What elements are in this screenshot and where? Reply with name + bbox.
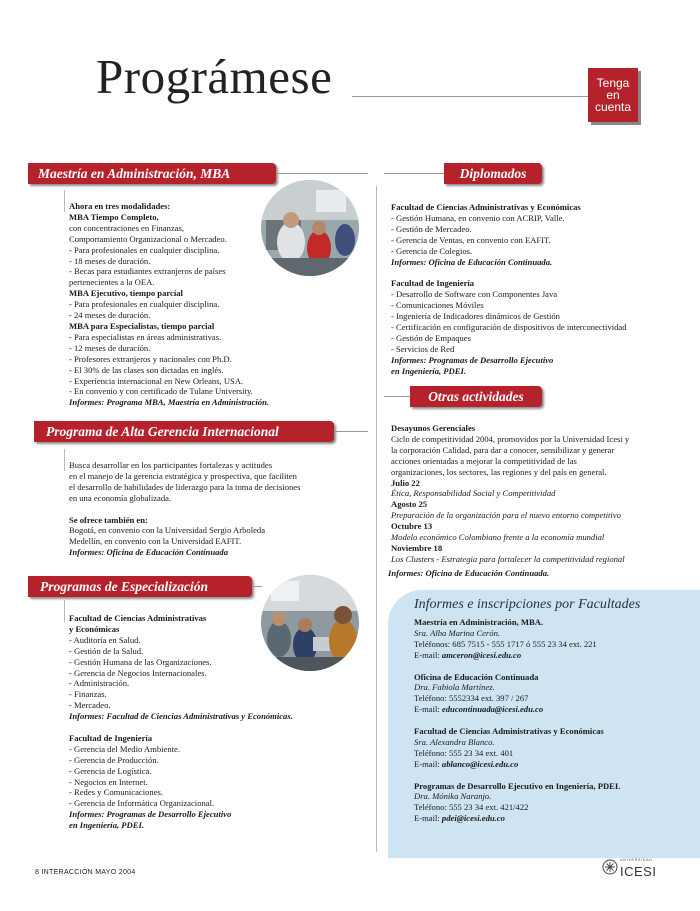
text-line: - Becas para estudiantes extranjeros de países [69, 266, 226, 277]
text-line: - Comunicaciones Móviles [391, 300, 484, 311]
text-line: - En convenio y con certificado de Tulane University. [69, 386, 253, 397]
page-title: Prográmese [96, 49, 333, 104]
otras-informes: Informes: Oficina de Educación Continuada. [388, 568, 550, 578]
text-line: Los Clusters - Estrategia para fortalecer la competitividad regional [391, 553, 625, 564]
text-line: Bogotá, en convenio con la Universidad Sergio Arboleda [69, 525, 266, 536]
icesi-logo-icon [602, 859, 618, 875]
text-line: en Ingeniería, PDEI. [391, 365, 466, 376]
text-line: y Económicas [69, 623, 120, 634]
line-spacer [414, 661, 620, 672]
text-line: Preparación de la organización para el nuevo entorno competitivo [391, 510, 621, 521]
text-line: Modelo económico Colombiano frente a la economía mundial [391, 532, 605, 543]
text-line: Informes: Oficina de Educación Continuada [69, 547, 229, 558]
text-line: - Gerencia de Negocios Internacionales. [69, 667, 207, 678]
text-line: Sra. Alexandra Blanco. [414, 736, 495, 747]
text-line: Facultad de Ciencias Administrativas y Económicas [414, 726, 604, 737]
text-line: Busca desarrollar en los participantes fortalezas y actitudes [69, 460, 273, 470]
text-line [414, 704, 620, 715]
title-divider [352, 96, 588, 97]
text-line: - Para profesionales en cualquier disciplina. [69, 299, 220, 310]
text-line: en Ingeniería, PDEI. [69, 820, 144, 831]
text-line: - Auditoría en Salud. [69, 634, 141, 645]
text-line: - 18 meses de duración. [69, 255, 151, 266]
section-banner-especializacion: Programas de Especialización [28, 576, 252, 597]
email-label: E-mail: [414, 704, 442, 715]
column-rule [64, 190, 65, 212]
text-line: MBA Tiempo Completo, [69, 211, 159, 222]
column-rule [64, 449, 65, 471]
text-line: - Mercadeo. [69, 700, 111, 711]
text-line: MBA para Especialistas, tiempo parcial [69, 320, 215, 331]
text-line: en el manejo de la gerencia estratégica y prospectiva, que faciliten [69, 470, 297, 481]
email-link[interactable]: pdei@icesi.edu.co [441, 813, 505, 824]
banner-rule [384, 173, 444, 174]
text-line: - Gerencia de Colegios. [391, 245, 473, 256]
text-line: - Para especialistas en áreas administrativas. [69, 331, 222, 342]
text-line: Dra. Fabiola Martínez. [414, 682, 495, 693]
alta-gerencia-text-block [69, 460, 300, 558]
students-computer-photo [261, 180, 359, 276]
email-label: E-mail: [414, 813, 442, 824]
text-line: Ética, Responsabilidad Social y Competitividad [391, 488, 556, 499]
banner-rule [276, 173, 368, 174]
line-spacer [391, 267, 627, 278]
text-line: Agosto 25 [391, 499, 428, 510]
text-line: Sra. Alba Marina Cerón. [414, 627, 501, 638]
text-line: Facultad de Ingeniería [69, 732, 153, 743]
section-banner-otras-actividades: Otras actividades [410, 386, 542, 407]
text-line: - Gestión de Mercadeo. [391, 223, 472, 234]
text-line: - Gerencia del Medio Ambiente. [69, 743, 180, 754]
logo-university-label: UNIVERSIDAD [620, 858, 653, 862]
text-line: - Gerencia de Informática Organizacional. [69, 798, 215, 809]
text-line: Ahora en tres modalidades: [69, 201, 171, 211]
text-line: - Gerencia de Logística. [69, 765, 152, 776]
text-line: Teléfono: 555 23 34 ext. 401 [414, 747, 514, 758]
text-line: Informes: Oficina de Educación Continuada. [391, 256, 553, 267]
text-line: Maestría en Administración, MBA. [414, 617, 544, 627]
text-line: Informes: Programas de Desarrollo Ejecutivo [69, 809, 232, 820]
text-line: con concentraciones en Finanzas, [69, 222, 185, 233]
logo-wordmark: ICESI [620, 864, 657, 879]
text-line: - Gestión de Empaques [391, 332, 471, 343]
line-spacer [414, 770, 620, 781]
page-footer: 8 INTERACCIÓN MAYO 2004 [35, 869, 136, 876]
text-line: Informes: Programas de Desarrollo Ejecutivo [391, 354, 554, 365]
text-line: - Negocios en Internet. [69, 776, 148, 787]
line-spacer [69, 504, 300, 515]
especializacion-text-block [69, 613, 293, 831]
diplomados-text-block [391, 202, 627, 376]
text-line: - Finanzas. [69, 689, 107, 700]
text-line: Informes: Programa MBA, Maestría en Administración. [69, 397, 269, 408]
line-spacer [69, 722, 293, 733]
text-line: Julio 22 [391, 477, 420, 488]
text-line: Facultad de Ciencias Administrativas y Económicas [391, 202, 581, 212]
text-line: Facultad de Ingeniería [391, 278, 475, 289]
informes-contacts-block [414, 617, 620, 824]
text-line: - Redes y Comunicaciones. [69, 787, 164, 798]
text-line: - Desarrollo de Software con Componentes Java [391, 289, 558, 300]
banner-rule [252, 586, 262, 587]
text-line [414, 650, 620, 661]
text-line: organizaciones, los sectores, las regiones y del país en general. [391, 466, 607, 477]
text-line: - Para profesionales en cualquier disciplina. [69, 244, 220, 255]
tenga-en-cuenta-badge [588, 68, 638, 122]
text-line: - Ingeniería de Indicadores dinámicos de Gestión [391, 311, 560, 322]
text-line: - Gerencia de Producción. [69, 754, 159, 765]
otras-actividades-text-block [391, 423, 629, 565]
text-line: Programas de Desarrollo Ejecutivo en Ingeniería, PDEI. [414, 780, 621, 791]
text-line: - 24 meses de duración. [69, 310, 151, 321]
text-line: Oficina de Educación Continuada [414, 671, 539, 682]
text-line [414, 813, 620, 824]
text-line: MBA Ejecutivo, tiempo parcial [69, 288, 183, 299]
informes-box-title: Informes e inscripciones por Facultades [414, 597, 641, 612]
text-line: - Servicios de Red [391, 343, 455, 354]
text-line: pertenecientes a la OEA. [69, 277, 155, 288]
text-line: - Gestión Humana, en convenio con ACRIP, Valle. [391, 212, 565, 223]
section-banner-alta-gerencia: Programa de Alta Gerencia Internacional [34, 421, 334, 442]
text-line: Noviembre 18 [391, 542, 443, 553]
text-line: Octubre 13 [391, 521, 433, 532]
section-banner-diplomados: Diplomados [444, 163, 542, 184]
line-spacer [414, 715, 620, 726]
text-line: Facultad de Ciencias Administrativas [69, 613, 207, 623]
text-line: Desayunos Gerenciales [391, 423, 476, 433]
text-line: Informes: Facultad de Ciencias Administrativas y Económicas. [69, 711, 293, 722]
banner-rule [384, 396, 410, 397]
text-line: - Administración. [69, 678, 130, 689]
text-line: acciones orientadas a mejorar la competitividad de las [391, 455, 577, 466]
text-line: - 12 meses de duración. [69, 342, 151, 353]
text-line: - Gestión de la Salud. [69, 645, 144, 656]
text-line: Comportamiento Organizacional o Mercadeo. [69, 233, 227, 244]
text-line: - Gerencia de Ventas, en convenio con EAFIT. [391, 234, 551, 245]
text-line: - Gestión Humana de las Organizaciones. [69, 656, 212, 667]
badge-line: cuenta [594, 100, 632, 114]
mba-text-block [69, 201, 269, 408]
text-line [414, 759, 620, 770]
text-line: Teléfonos: 685 7515 - 555 1717 ó 555 23 34 ext. 221 [414, 638, 597, 649]
text-line: - El 30% de las clases son dictadas en inglés. [69, 364, 224, 375]
email-link[interactable]: amceron@icesi.edu.co [441, 649, 522, 660]
email-link[interactable]: educontinuada@icesi.edu.co [441, 704, 544, 715]
text-line: Ciclo de competitividad 2004, promovidos por la Universidad Icesi y [391, 433, 630, 444]
text-line: - Experiencia internacional en New Orleans, USA. [69, 375, 244, 386]
email-link[interactable]: ablanco@icesi.edu.co [441, 758, 519, 769]
text-line: Se ofrece también en: [69, 514, 148, 525]
text-line: - Profesores extranjeros y nacionales con Ph.D. [69, 353, 232, 364]
text-line: - Certificación en configuración de dispositivos de interconectividad [391, 321, 627, 332]
text-line: Dra. Mónika Naranjo. [414, 791, 492, 802]
section-banner-mba: Maestría en Administración, MBA [28, 163, 276, 184]
column-rule [64, 600, 65, 622]
email-label: E-mail: [414, 649, 442, 660]
badge-line: en [606, 88, 620, 102]
badge-line: Tenga [596, 76, 630, 90]
text-line: el desarrollo de habilidades de liderazgo para la toma de decisiones [69, 481, 301, 492]
banner-rule [334, 431, 368, 432]
column-divider [376, 186, 377, 852]
text-line: Teléfono: 555 23 34 ext. 421/422 [414, 802, 529, 813]
text-line: Teléfono: 5552334 ext. 397 / 267 [414, 693, 529, 704]
email-label: E-mail: [414, 758, 442, 769]
text-line: Medellín, en convenio con la Universidad EAFIT. [69, 536, 242, 547]
text-line: en una economía globalizada. [69, 492, 172, 503]
text-line: la corporación Calidad, para dar a conocer, sensibilizar y generar [391, 444, 615, 455]
